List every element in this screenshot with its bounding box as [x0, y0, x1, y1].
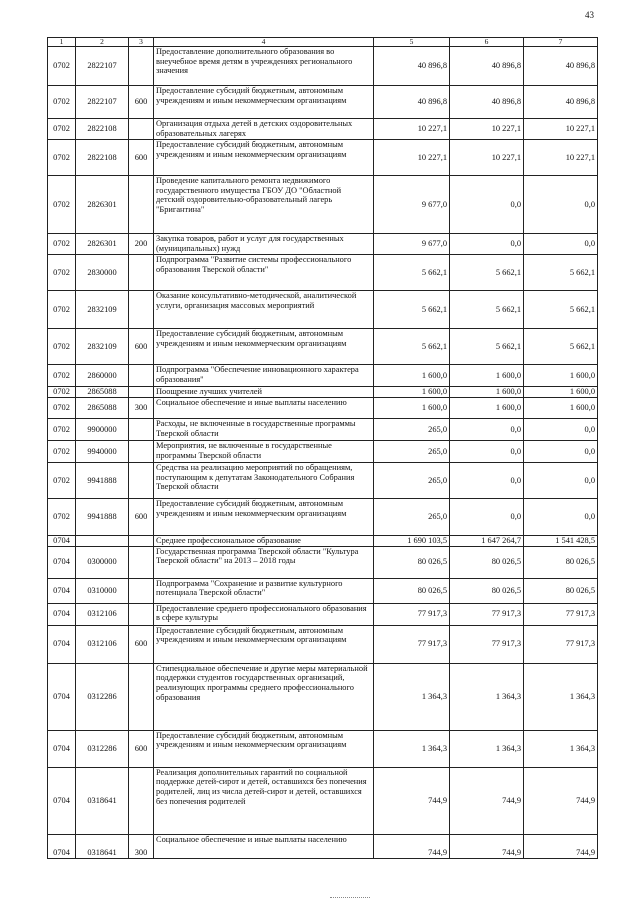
amount-col6-cell: 5 662,1: [450, 255, 524, 291]
target-article-cell: 2865088: [76, 387, 129, 398]
table-row: [48, 119, 598, 140]
amount-col7-cell: 5 662,1: [524, 291, 598, 329]
amount-col7-cell: 1 541 428,5: [524, 536, 598, 547]
amount-col7-cell: 10 227,1: [524, 119, 598, 140]
expense-type-cell: 600: [129, 625, 154, 663]
amount-col6-cell: 5 662,1: [450, 291, 524, 329]
table-row: [48, 176, 598, 234]
target-article-cell: 9941888: [76, 499, 129, 536]
amount-col5-cell: 80 026,5: [374, 578, 450, 603]
amount-col6-cell: 5 662,1: [450, 329, 524, 365]
amount-col7-cell: 5 662,1: [524, 255, 598, 291]
expense-type-cell: [129, 546, 154, 578]
section-code-cell: 0704: [48, 546, 76, 578]
column-header: 2: [76, 38, 129, 47]
amount-col7-cell: 5 662,1: [524, 329, 598, 365]
table-row: [48, 441, 598, 463]
expense-type-cell: 600: [129, 499, 154, 536]
amount-col5-cell: 265,0: [374, 463, 450, 499]
table-row: [48, 140, 598, 176]
amount-col7-cell: 77 917,3: [524, 625, 598, 663]
item-name-cell: Стипендиальное обеспечение и другие меры материальной поддержки студентов государственных организаций, реализующих программы среднего профессионального образования: [154, 663, 374, 730]
target-article-cell: 9940000: [76, 441, 129, 463]
table-row: [48, 663, 598, 730]
target-article-cell: 0312286: [76, 663, 129, 730]
expense-type-cell: 600: [129, 730, 154, 767]
amount-col7-cell: 0,0: [524, 176, 598, 234]
target-article-cell: 2832109: [76, 329, 129, 365]
item-name-cell: Оказание консультативно-методической, аналитической услуги, организация массовых мероприятий: [154, 291, 374, 329]
section-code-cell: 0702: [48, 255, 76, 291]
amount-col6-cell: 40 896,8: [450, 86, 524, 119]
amount-col5-cell: 40 896,8: [374, 47, 450, 86]
amount-col5-cell: 77 917,3: [374, 625, 450, 663]
amount-col7-cell: 1 364,3: [524, 730, 598, 767]
target-article-cell: [76, 536, 129, 547]
section-code-cell: 0704: [48, 767, 76, 834]
amount-col6-cell: 0,0: [450, 234, 524, 255]
section-code-cell: 0702: [48, 291, 76, 329]
amount-col6-cell: 80 026,5: [450, 578, 524, 603]
expense-type-cell: [129, 387, 154, 398]
amount-col5-cell: 1 690 103,5: [374, 536, 450, 547]
table-row: [48, 603, 598, 625]
amount-col7-cell: 0,0: [524, 499, 598, 536]
item-name-cell: Проведение капитального ремонта недвижимого государственного имущества ГБОУ ДО "Областной детский оздоровительно-образовательный лагерь "Бригантина": [154, 176, 374, 234]
target-article-cell: 2822107: [76, 86, 129, 119]
amount-col6-cell: 1 600,0: [450, 387, 524, 398]
amount-col5-cell: 9 677,0: [374, 234, 450, 255]
amount-col6-cell: 1 600,0: [450, 365, 524, 387]
item-name-cell: Мероприятия, не включенные в государственные программы Тверской области: [154, 441, 374, 463]
amount-col6-cell: 0,0: [450, 419, 524, 441]
amount-col5-cell: 10 227,1: [374, 119, 450, 140]
section-code-cell: 0702: [48, 441, 76, 463]
column-header: 6: [450, 38, 524, 47]
item-name-cell: Среднее профессиональное образование: [154, 536, 374, 547]
amount-col6-cell: 77 917,3: [450, 603, 524, 625]
section-code-cell: 0702: [48, 398, 76, 419]
section-code-cell: 0702: [48, 119, 76, 140]
item-name-cell: Закупка товаров, работ и услуг для государственных (муниципальных) нужд: [154, 234, 374, 255]
amount-col6-cell: 1 600,0: [450, 398, 524, 419]
expense-type-cell: 600: [129, 329, 154, 365]
amount-col5-cell: 744,9: [374, 767, 450, 834]
amount-col7-cell: 744,9: [524, 767, 598, 834]
section-code-cell: 0702: [48, 234, 76, 255]
section-code-cell: 0704: [48, 625, 76, 663]
expense-type-cell: [129, 578, 154, 603]
section-code-cell: 0702: [48, 499, 76, 536]
table-row: [48, 499, 598, 536]
column-number-row: [48, 38, 598, 47]
item-name-cell: Государственная программа Тверской области "Культура Тверской области" на 2013 – 2018 годы: [154, 546, 374, 578]
section-code-cell: 0702: [48, 176, 76, 234]
expense-type-cell: 200: [129, 234, 154, 255]
item-name-cell: Предоставление субсидий бюджетным, автономным учреждениям и иным некоммерческим организациям: [154, 329, 374, 365]
section-code-cell: 0704: [48, 603, 76, 625]
target-article-cell: 0318641: [76, 834, 129, 858]
amount-col5-cell: 80 026,5: [374, 546, 450, 578]
amount-col5-cell: 265,0: [374, 499, 450, 536]
amount-col5-cell: 1 600,0: [374, 365, 450, 387]
table-row: [48, 329, 598, 365]
column-header: 4: [154, 38, 374, 47]
item-name-cell: Предоставление среднего профессионального образования в сфере культуры: [154, 603, 374, 625]
table-row: [48, 291, 598, 329]
item-name-cell: Социальное обеспечение и иные выплаты населению: [154, 834, 374, 858]
page-number: 43: [585, 10, 594, 20]
table-row: [48, 86, 598, 119]
item-name-cell: Поощрение лучших учителей: [154, 387, 374, 398]
target-article-cell: 2822107: [76, 47, 129, 86]
scan-artifact: [330, 897, 370, 899]
target-article-cell: 9900000: [76, 419, 129, 441]
amount-col5-cell: 1 364,3: [374, 663, 450, 730]
target-article-cell: 2830000: [76, 255, 129, 291]
amount-col7-cell: 0,0: [524, 234, 598, 255]
amount-col6-cell: 744,9: [450, 834, 524, 858]
target-article-cell: 0300000: [76, 546, 129, 578]
expense-type-cell: [129, 119, 154, 140]
expense-type-cell: 300: [129, 398, 154, 419]
amount-col6-cell: 10 227,1: [450, 140, 524, 176]
amount-col7-cell: 40 896,8: [524, 86, 598, 119]
column-header: 3: [129, 38, 154, 47]
section-code-cell: 0704: [48, 536, 76, 547]
table-row: [48, 546, 598, 578]
amount-col7-cell: 0,0: [524, 441, 598, 463]
amount-col6-cell: 0,0: [450, 499, 524, 536]
amount-col6-cell: 40 896,8: [450, 47, 524, 86]
expense-type-cell: [129, 47, 154, 86]
expense-type-cell: [129, 603, 154, 625]
amount-col5-cell: 77 917,3: [374, 603, 450, 625]
amount-col5-cell: 10 227,1: [374, 140, 450, 176]
amount-col5-cell: 265,0: [374, 419, 450, 441]
table-row: [48, 463, 598, 499]
item-name-cell: Предоставление дополнительного образования во внеучебное время детям в учреждениях регионального значения: [154, 47, 374, 86]
target-article-cell: 2822108: [76, 140, 129, 176]
expense-type-cell: [129, 419, 154, 441]
amount-col7-cell: 1 364,3: [524, 663, 598, 730]
amount-col7-cell: 1 600,0: [524, 398, 598, 419]
amount-col5-cell: 5 662,1: [374, 291, 450, 329]
target-article-cell: 2860000: [76, 365, 129, 387]
section-code-cell: 0704: [48, 730, 76, 767]
table-row: [48, 834, 598, 858]
amount-col5-cell: 5 662,1: [374, 255, 450, 291]
expense-type-cell: 300: [129, 834, 154, 858]
section-code-cell: 0704: [48, 834, 76, 858]
section-code-cell: 0702: [48, 419, 76, 441]
amount-col6-cell: 744,9: [450, 767, 524, 834]
item-name-cell: Реализация дополнительных гарантий по социальной поддержке детей-сирот и детей, оставшихся без попечения родителей, лиц из числа детей-сирот и детей, оставшихся без попечения родителей: [154, 767, 374, 834]
section-code-cell: 0704: [48, 578, 76, 603]
expense-type-cell: [129, 767, 154, 834]
amount-col7-cell: 1 600,0: [524, 387, 598, 398]
expense-type-cell: [129, 463, 154, 499]
expense-type-cell: [129, 365, 154, 387]
amount-col7-cell: 10 227,1: [524, 140, 598, 176]
section-code-cell: 0702: [48, 140, 76, 176]
target-article-cell: 0310000: [76, 578, 129, 603]
amount-col7-cell: 77 917,3: [524, 603, 598, 625]
item-name-cell: Средства на реализацию мероприятий по обращениям, поступающим к депутатам Законодательного Собрания Тверской области: [154, 463, 374, 499]
item-name-cell: Организация отдыха детей в детских оздоровительных образовательных лагерях: [154, 119, 374, 140]
table-row: [48, 730, 598, 767]
item-name-cell: Предоставление субсидий бюджетным, автономным учреждениям и иным некоммерческим организациям: [154, 730, 374, 767]
amount-col6-cell: 10 227,1: [450, 119, 524, 140]
item-name-cell: Социальное обеспечение и иные выплаты населению: [154, 398, 374, 419]
amount-col7-cell: 744,9: [524, 834, 598, 858]
target-article-cell: 0318641: [76, 767, 129, 834]
amount-col5-cell: 744,9: [374, 834, 450, 858]
column-header: 7: [524, 38, 598, 47]
amount-col7-cell: 80 026,5: [524, 578, 598, 603]
column-header: 5: [374, 38, 450, 47]
amount-col5-cell: 5 662,1: [374, 329, 450, 365]
amount-col7-cell: 80 026,5: [524, 546, 598, 578]
column-header: 1: [48, 38, 76, 47]
amount-col6-cell: 1 364,3: [450, 663, 524, 730]
table-row: [48, 398, 598, 419]
table-row: [48, 578, 598, 603]
target-article-cell: 0312286: [76, 730, 129, 767]
amount-col6-cell: 77 917,3: [450, 625, 524, 663]
table-row: [48, 767, 598, 834]
target-article-cell: 2865088: [76, 398, 129, 419]
target-article-cell: 2826301: [76, 176, 129, 234]
amount-col6-cell: 0,0: [450, 441, 524, 463]
item-name-cell: Предоставление субсидий бюджетным, автономным учреждениям и иным некоммерческим организациям: [154, 86, 374, 119]
table-row: [48, 536, 598, 547]
amount-col6-cell: 80 026,5: [450, 546, 524, 578]
table-row: [48, 419, 598, 441]
expense-type-cell: [129, 536, 154, 547]
table-row: [48, 365, 598, 387]
item-name-cell: Подпрограмма "Развитие системы профессионального образования Тверской области": [154, 255, 374, 291]
amount-col7-cell: 40 896,8: [524, 47, 598, 86]
amount-col7-cell: 0,0: [524, 419, 598, 441]
item-name-cell: Подпрограмма "Обеспечение инновационного характера образования": [154, 365, 374, 387]
item-name-cell: Расходы, не включенные в государственные программы Тверской области: [154, 419, 374, 441]
amount-col5-cell: 1 364,3: [374, 730, 450, 767]
table-row: [48, 387, 598, 398]
item-name-cell: Подпрограмма "Сохранение и развитие культурного потенциала Тверской области": [154, 578, 374, 603]
amount-col7-cell: 1 600,0: [524, 365, 598, 387]
amount-col6-cell: 0,0: [450, 463, 524, 499]
budget-table: [47, 37, 598, 859]
amount-col5-cell: 40 896,8: [374, 86, 450, 119]
target-article-cell: 9941888: [76, 463, 129, 499]
item-name-cell: Предоставление субсидий бюджетным, автономным учреждениям и иным некоммерческим организациям: [154, 625, 374, 663]
expense-type-cell: [129, 255, 154, 291]
expense-type-cell: [129, 176, 154, 234]
section-code-cell: 0704: [48, 663, 76, 730]
section-code-cell: 0702: [48, 365, 76, 387]
amount-col6-cell: 1 364,3: [450, 730, 524, 767]
table-row: [48, 255, 598, 291]
amount-col5-cell: 1 600,0: [374, 398, 450, 419]
amount-col5-cell: 9 677,0: [374, 176, 450, 234]
target-article-cell: 2832109: [76, 291, 129, 329]
expense-type-cell: 600: [129, 86, 154, 119]
amount-col6-cell: 0,0: [450, 176, 524, 234]
item-name-cell: Предоставление субсидий бюджетным, автономным учреждениям и иным некоммерческим организациям: [154, 499, 374, 536]
expense-type-cell: [129, 441, 154, 463]
amount-col5-cell: 265,0: [374, 441, 450, 463]
table-row: [48, 234, 598, 255]
target-article-cell: 2826301: [76, 234, 129, 255]
section-code-cell: 0702: [48, 47, 76, 86]
table-row: [48, 47, 598, 86]
amount-col5-cell: 1 600,0: [374, 387, 450, 398]
target-article-cell: 0312106: [76, 603, 129, 625]
target-article-cell: 2822108: [76, 119, 129, 140]
section-code-cell: 0702: [48, 387, 76, 398]
expense-type-cell: 600: [129, 140, 154, 176]
item-name-cell: Предоставление субсидий бюджетным, автономным учреждениям и иным некоммерческим организациям: [154, 140, 374, 176]
section-code-cell: 0702: [48, 463, 76, 499]
table-row: [48, 625, 598, 663]
amount-col7-cell: 0,0: [524, 463, 598, 499]
expense-type-cell: [129, 663, 154, 730]
section-code-cell: 0702: [48, 86, 76, 119]
amount-col6-cell: 1 647 264,7: [450, 536, 524, 547]
target-article-cell: 0312106: [76, 625, 129, 663]
section-code-cell: 0702: [48, 329, 76, 365]
expense-type-cell: [129, 291, 154, 329]
